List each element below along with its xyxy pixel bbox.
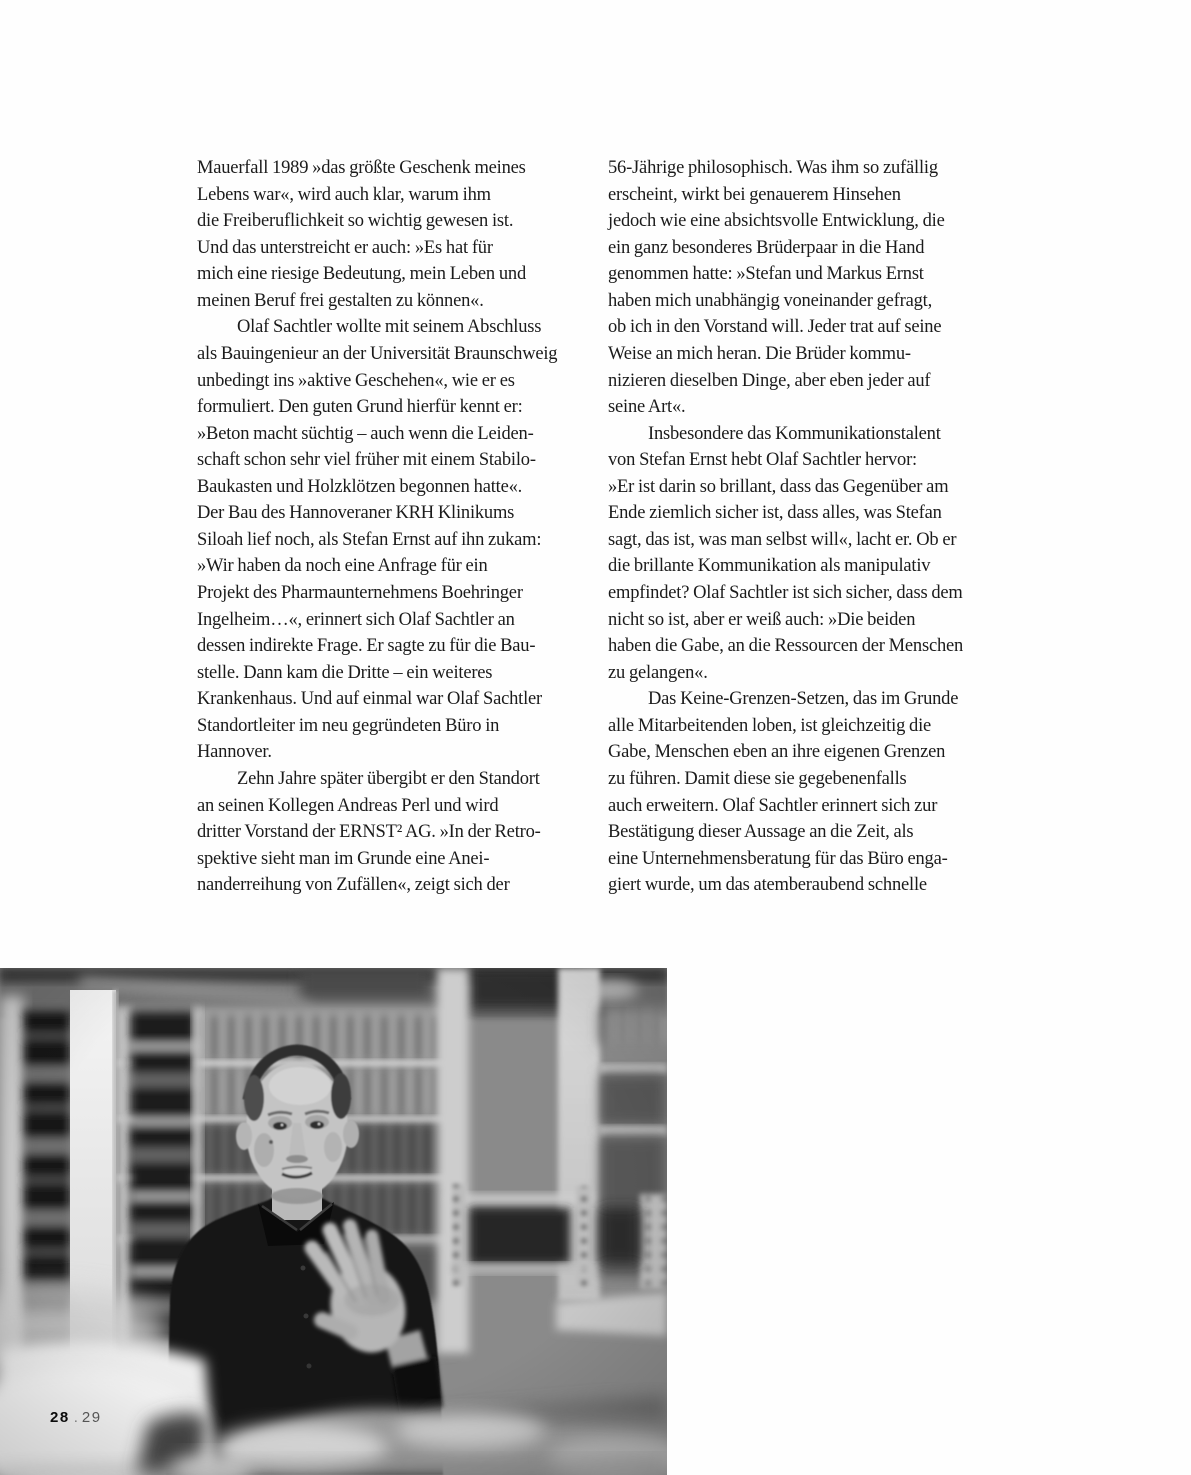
article-column-left xyxy=(197,155,583,899)
text-line: Lebens war«, wird auch klar, warum ihm xyxy=(197,184,491,205)
text-line: meinen Beruf frei gestalten zu können«. xyxy=(197,290,484,311)
page-number-next: 29 xyxy=(81,1409,102,1426)
text-line: haben mich unabhängig voneinander gefragt, xyxy=(608,290,933,311)
text-line: Olaf Sachtler wollte mit seinem Abschluss xyxy=(237,317,542,338)
text-line: dritter Vorstand der ERNST² AG. »In der Retro- xyxy=(197,822,541,843)
text-line: dessen indirekte Frage. Er sagte zu für die Bau- xyxy=(197,636,536,657)
text-line: zu führen. Damit diese sie gegebenenfalls xyxy=(608,768,907,789)
text-line: nanderreihung von Zufällen«, zeigt sich der xyxy=(197,875,510,896)
text-line: 56-Jährige philosophisch. Was ihm so zufällig xyxy=(608,158,938,178)
text-line: Hannover. xyxy=(197,742,272,763)
text-line: Der Bau des Hannoveraner KRH Klinikums xyxy=(197,503,515,524)
text-line: eine Unternehmensberatung für das Büro enga- xyxy=(608,848,948,869)
text-line: »Er ist darin so brillant, dass das Gegenüber am xyxy=(608,476,949,497)
text-line: Standortleiter im neu gegründeten Büro in xyxy=(197,715,500,736)
text-line: von Stefan Ernst hebt Olaf Sachtler hervor: xyxy=(608,450,917,471)
text-line: die Freiberuflichkeit so wichtig gewesen ist. xyxy=(197,211,514,232)
text-line: an seinen Kollegen Andreas Perl und wird xyxy=(197,795,499,816)
text-line: haben die Gabe, an die Ressourcen der Menschen xyxy=(608,636,964,657)
text-line: erscheint, wirkt bei genauerem Hinsehen xyxy=(608,184,901,205)
text-line: »Beton macht süchtig – auch wenn die Leiden- xyxy=(197,423,534,444)
text-line: Und das unterstreicht er auch: »Es hat für xyxy=(197,237,493,258)
text-line: Baukasten und Holzklötzen begonnen hatte«. xyxy=(197,476,523,497)
portrait-photo xyxy=(0,968,667,1475)
text-line: ob ich in den Vorstand will. Jeder trat auf seine xyxy=(608,317,942,338)
text-line: spektive sieht man im Grunde eine Anei- xyxy=(197,848,490,869)
text-line: Das Keine-Grenzen-Setzen, das im Grunde xyxy=(648,689,959,710)
text-line: unbedingt ins »aktive Geschehen«, wie er es xyxy=(197,370,515,391)
text-line: seine Art«. xyxy=(608,397,686,418)
page-number-current: 28 xyxy=(50,1409,70,1426)
text-line: stelle. Dann kam die Dritte – ein weiteres xyxy=(197,662,493,683)
page-number xyxy=(50,1408,102,1428)
vignette-overlay xyxy=(0,968,667,1475)
text-line: formuliert. Den guten Grund hierfür kennt er: xyxy=(197,397,523,418)
text-line: Gabe, Menschen eben an ihre eigenen Grenzen xyxy=(608,742,946,763)
text-line: auch erweitern. Olaf Sachtler erinnert sich zur xyxy=(608,795,938,816)
text-line: sagt, das ist, was man selbst will«, lacht er. Ob er xyxy=(608,529,957,550)
text-line: jedoch wie eine absichtsvolle Entwicklung, die xyxy=(608,211,945,232)
text-line: empfindet? Olaf Sachtler ist sich sicher, dass dem xyxy=(608,583,963,603)
text-line: Ende ziemlich sicher ist, dass alles, was Stefan xyxy=(608,503,942,524)
text-line: nizieren dieselben Dinge, aber eben jeder auf xyxy=(608,370,931,391)
text-line: genommen hatte: »Stefan und Markus Ernst xyxy=(608,264,924,285)
text-line: Projekt des Pharmaunternehmens Boehringer xyxy=(197,583,523,603)
text-line: alle Mitarbeitenden loben, ist gleichzeitig die xyxy=(608,715,932,736)
text-line: Insbesondere das Kommunikationstalent xyxy=(648,423,941,444)
text-line: Siloah lief noch, als Stefan Ernst auf ihn zukam: xyxy=(197,529,542,550)
text-line: Mauerfall 1989 »das größte Geschenk meines xyxy=(197,158,526,178)
text-line: Zehn Jahre später übergibt er den Standort xyxy=(237,768,540,789)
article-column-right xyxy=(608,155,994,899)
text-line: schaft schon sehr viel früher mit einem Stabilo- xyxy=(197,450,536,471)
text-line: Ingelheim…«, erinnert sich Olaf Sachtler an xyxy=(197,609,515,630)
portrait-photo-illustration xyxy=(0,968,667,1475)
text-line: Weise an mich heran. Die Brüder kommu- xyxy=(608,343,911,364)
text-line: ein ganz besonderes Brüderpaar in die Hand xyxy=(608,237,925,258)
text-line: nicht so ist, aber er weiß auch: »Die beiden xyxy=(608,609,916,630)
text-line: Bestätigung dieser Aussage an die Zeit, als xyxy=(608,822,914,843)
page-number-separator: . xyxy=(73,1409,78,1426)
text-line: die brillante Kommunikation als manipulativ xyxy=(608,556,931,577)
text-line: Krankenhaus. Und auf einmal war Olaf Sachtler xyxy=(197,689,543,710)
text-line: »Wir haben da noch eine Anfrage für ein xyxy=(197,556,488,577)
text-line: mich eine riesige Bedeutung, mein Leben und xyxy=(197,264,527,285)
text-line: zu gelangen«. xyxy=(608,662,708,683)
text-line: giert wurde, um das atemberaubend schnelle xyxy=(608,875,927,896)
text-line: als Bauingenieur an der Universität Braunschweig xyxy=(197,343,558,364)
